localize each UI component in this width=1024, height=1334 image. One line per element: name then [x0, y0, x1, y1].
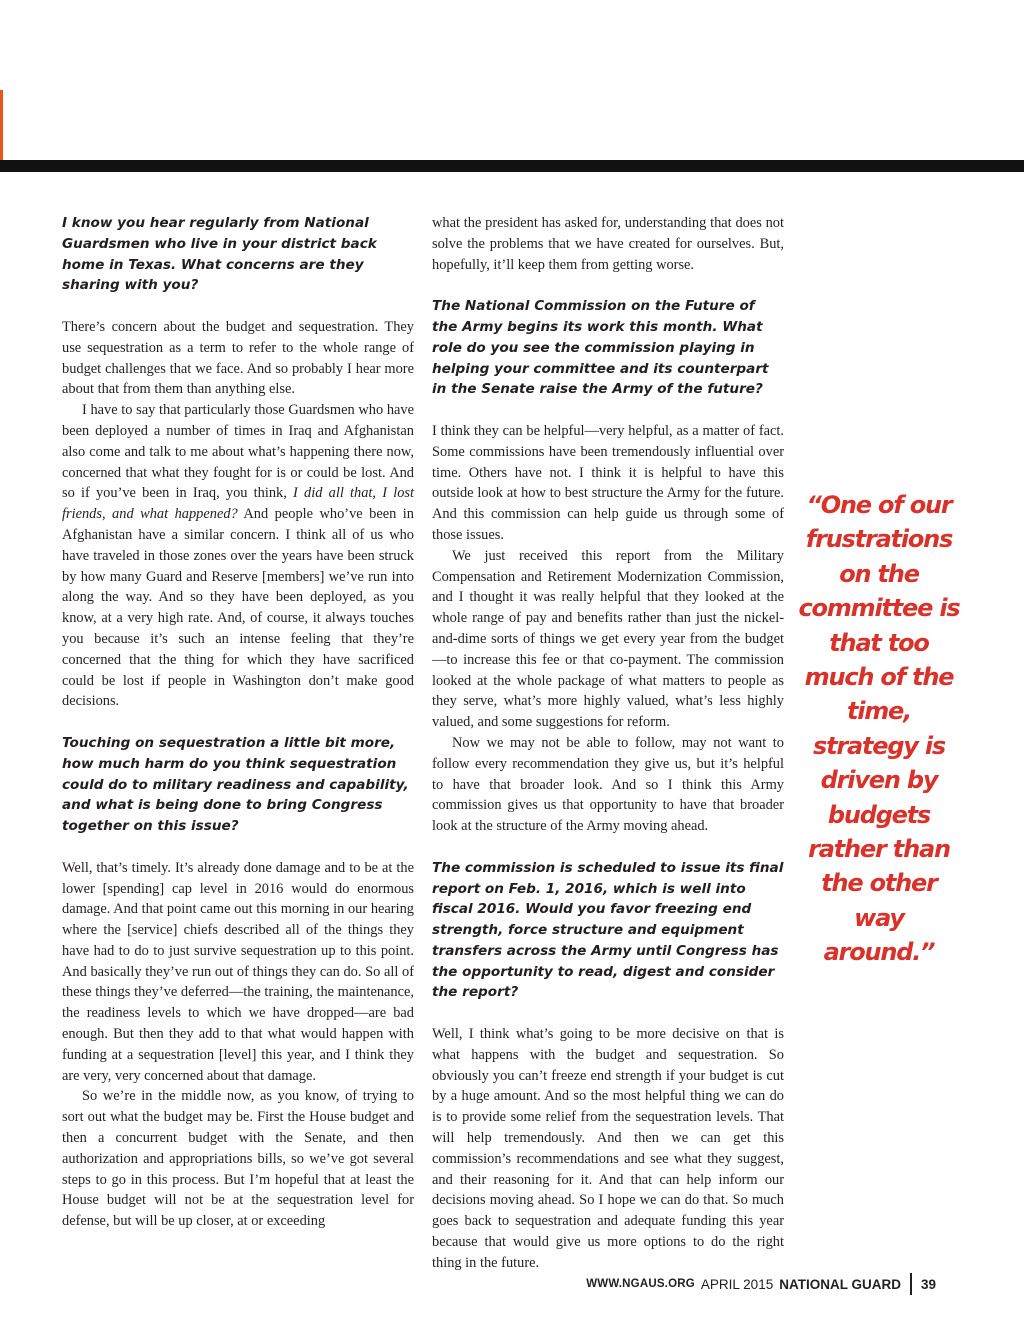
question-2: Touching on sequestration a little bit more, how much harm do you think sequestration could do to military readiness and capability, and what is being done to bring Congress together on this issue?: [62, 734, 409, 835]
answer-3-paragraph-1: I think they can be helpful—very helpful, as a matter of fact. Some commissions have been tremendously influential over time. Others have not. I think it is helpful to have this outside look at how to best structure the Army for the future. And this commission can help guide us through some of those issues.: [432, 422, 784, 543]
answer-1-paragraph-2: I have to say that particularly those Guardsmen who have been deployed a number of times in Iraq and Afghanistan also come and talk to me about what’s happening there now, concerned that what they fought for is or could be lost. And so if you’ve been in Iraq, you think, I did all that, I lost friends, and what happened? And people who’ve been in Afghanistan have a similar concern. I think all of us who have traveled in those zones over the years have been struck by how many Guard and Reserve [members] we’ve run into along the way. And so they have been deployed, as you know, at a very high rate. And, of course, it always touches you because it’s such an intense feeling that they’re concerned that the thing for which they have sacrificed could be lost if people in Washington don’t make good decisions.: [62, 402, 414, 710]
left-column: [62, 213, 414, 1232]
answer-1-italic-quote: I did all that, I lost friends, and what happened?: [62, 485, 414, 523]
footer-website: WWW.NGAUS.ORG: [586, 1278, 695, 1290]
question-1: I know you hear regularly from National Guardsmen who live in your district back home in Texas. What concerns are they sharing with you?: [62, 215, 377, 294]
page-footer: [586, 1273, 936, 1295]
middle-column: [432, 213, 784, 1274]
header-bar: [0, 160, 1024, 172]
footer-divider: [910, 1273, 912, 1295]
page-number: 39: [920, 1276, 936, 1292]
question-3: The National Commission on the Future of the Army begins its work this month. What role do you see the commission playing in helping your committee and its counterpart in the Senate raise the Army of the future?: [432, 298, 769, 398]
footer-magazine-name: NATIONAL GUARD: [779, 1276, 901, 1292]
answer-4-paragraph-1: Well, I think what’s going to be more decisive on that is what happens with the budget and sequestration. So obviously you can’t freeze end strength if your budget is cut by a huge amount. And so the most helpful thing we can do is to provide some relief from the sequestration levels. That will help tremendously. And then we can get this commission’s recommendations and see what they suggest, and their reasoning for it. And that can help inform our decisions moving ahead. So I hope we can do that. So much goes back to sequestration and adequate funding this year because that would give us more options to do the right thing in the future.: [432, 1026, 784, 1271]
answer-3-paragraph-2: We just received this report from the Military Compensation and Retirement Modernization Commission, and I thought it was really helpful that they looked at the whole range of pay and benefits rather than just the nickel-and-dime sorts of things we get every year from the budget—to increase this fee or that co-payment. The commission looked at the whole package of what matters to people as they serve, what’s more highly valued, what’s less highly valued, and some suggestions for reform.: [432, 547, 784, 731]
answer-1-paragraph-1: There’s concern about the budget and sequestration. They use sequestration as a term to refer to the whole range of budget challenges that we face. And so probably I hear more about that from them than anything else.: [62, 318, 414, 398]
question-4: The commission is scheduled to issue its final report on Feb. 1, 2016, which is well into fiscal 2016. Would you favor freezing end strength, force structure and equipment transfers across the Army until Congress has the opportunity to read, digest and consider the report?: [432, 859, 784, 1001]
answer-2-paragraph-1: Well, that’s timely. It’s already done damage and to be at the lower [spending] cap level in 2016 would do enormous damage. And that point came out this morning in our hearing where the [service] chiefs described all of the things they have had to do to just survive sequestration up to this point. And basically they’ve run out of things they can do. So all of these things they’ve deferred—the training, the maintenance, the readiness levels to which we have dropped—are bad enough. But then they add to that what would happen with funding at a sequestration [level] this year, and I think they are very, very concerned about that damage.: [62, 859, 414, 1084]
answer-2-paragraph-2: So we’re in the middle now, as you know, of trying to sort out what the budget may be. First the House budget and then a concurrent budget with the Senate, and then authorization and appropriations bills, so we’ve got several steps to go in this process. But I’m hopeful that at least the House budget will not be at the sequestration level for defense, but will be up closer, at or exceeding: [62, 1088, 414, 1230]
pull-quote: “One of our frustrations on the committee is that too much of the time, strategy is driven by budgets rather than the other way around.”: [798, 491, 960, 967]
answer-2-continued: what the president has asked for, understanding that does not solve the problems that we have created for ourselves. But, hopefully, it’ll keep them from getting worse.: [432, 215, 784, 273]
answer-3-paragraph-3: Now we may not be able to follow, may not want to follow every recommendation they give us, but it’s helpful to have that broader look. And so I think this Army commission gives us that opportunity to have that broader look at the structure of the Army moving ahead.: [432, 734, 784, 835]
footer-date: APRIL 2015: [700, 1276, 774, 1292]
